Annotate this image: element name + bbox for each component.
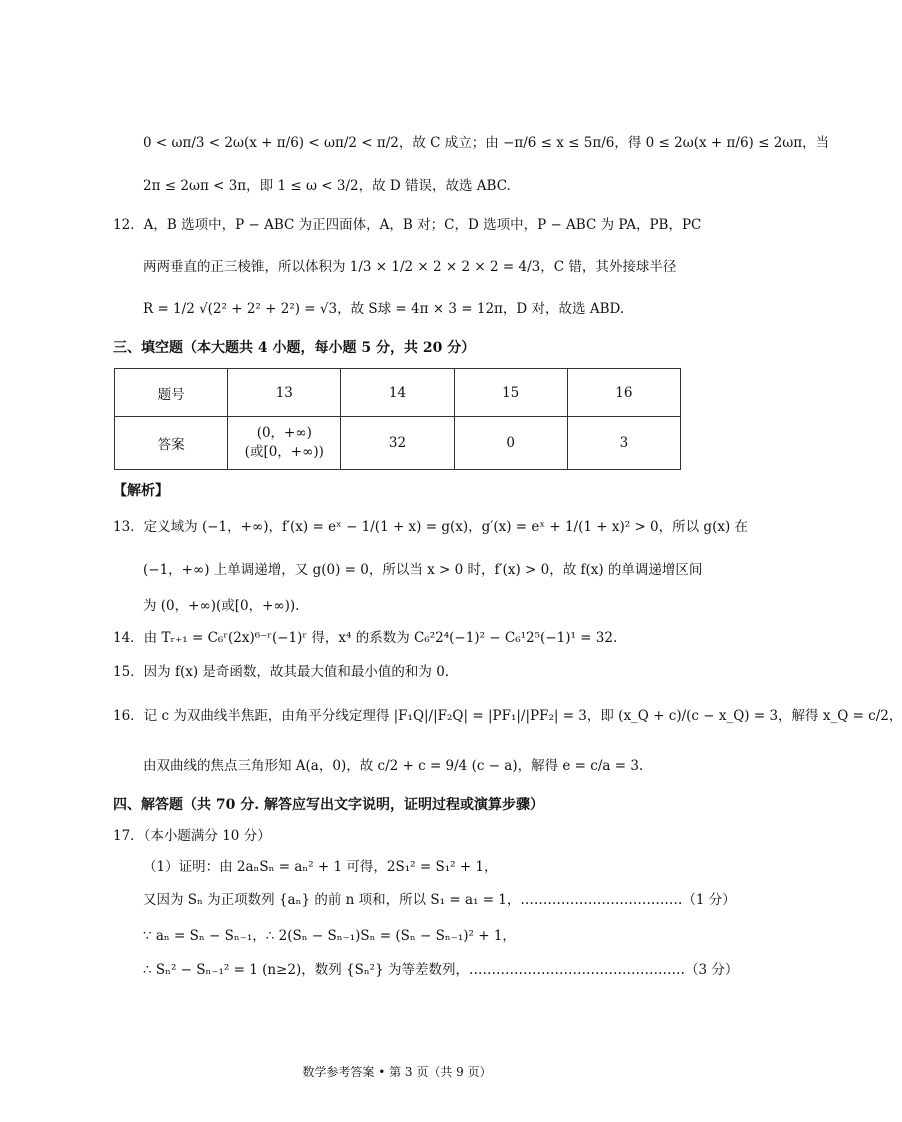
table-header-cell: 14 bbox=[341, 369, 454, 417]
table-cell-answer-14: 32 bbox=[341, 417, 454, 470]
table-header-cell: 15 bbox=[454, 369, 567, 417]
section-4-title: 四、解答题（共 70 分. 解答应写出文字说明，证明过程或演算步骤） bbox=[113, 797, 544, 813]
text-line-10: 15．因为 f(x) 是奇函数，故其最大值和最小值的和为 0. bbox=[113, 664, 450, 680]
text-line-05: R = 1/2 √(2² + 2² + 2²) = √3，故 S球 = 4π × 3 = 12π，D 对，故选 ABD. bbox=[143, 301, 625, 317]
text-line-02: 2π ≤ 2ωπ < 3π，即 1 ≤ ω < 3/2，故 D 错误，故选 ABC. bbox=[143, 178, 511, 194]
answer-table-answer-row bbox=[115, 417, 681, 470]
text-line-07: (−1，+∞) 上单调递增，又 g(0) = 0，所以当 x > 0 时，f′(x) > 0，故 f(x) 的单调递增区间 bbox=[143, 562, 703, 578]
text-line-01: 0 < ωπ/3 < 2ω(x + π/6) < ωπ/2 < π/2，故 C 成立；由 −π/6 ≤ x ≤ 5π/6，得 0 ≤ 2ω(x + π/6) ≤ 2ωπ，当 bbox=[143, 135, 830, 151]
table-row-label: 答案 bbox=[115, 417, 228, 470]
table-header-cell: 题号 bbox=[115, 369, 228, 417]
text-line-13: 17．（本小题满分 10 分） bbox=[113, 828, 271, 844]
text-line-15: 又因为 Sₙ 为正项数列 {aₙ} 的前 n 项和，所以 S₁ = a₁ = 1，………………………………（1 分） bbox=[143, 892, 736, 908]
text-line-14: （1）证明：由 2aₙSₙ = aₙ² + 1 可得，2S₁² = S₁² + 1， bbox=[143, 859, 498, 875]
text-line-03: 12．A，B 选项中，P − ABC 为正四面体，A，B 对；C，D 选项中，P − ABC 为 PA，PB，PC bbox=[113, 217, 702, 233]
answer-13-line-2: (或[0，+∞)) bbox=[244, 444, 324, 460]
text-line-17: ∴ Sₙ² − Sₙ₋₁² = 1 (n≥2)，数列 {Sₙ²} 为等差数列，…………………………………………（3 分） bbox=[143, 962, 739, 978]
text-line-04: 两两垂直的正三棱锥，所以体积为 1/3 × 1/2 × 2 × 2 × 2 = 4/3，C 错，其外接球半径 bbox=[143, 259, 677, 275]
text-line-12: 由双曲线的焦点三角形知 A(a，0)，故 c/2 + c = 9/4 (c − a)，解得 e = c/a = 3. bbox=[143, 758, 644, 774]
text-line-11: 16．记 c 为双曲线半焦距，由角平分线定理得 |F₁Q|/|F₂Q| = |PF₁|/|PF₂| = 3，即 (x_Q + c)/(c − x_Q) = 3，解得 x_Q = c/2， bbox=[113, 708, 902, 724]
table-cell-answer-15: 0 bbox=[454, 417, 567, 470]
table-cell-answer-16: 3 bbox=[567, 417, 680, 470]
text-line-16: ∵ aₙ = Sₙ − Sₙ₋₁，∴ 2(Sₙ − Sₙ₋₁)Sₙ = (Sₙ − Sₙ₋₁)² + 1， bbox=[143, 928, 516, 944]
table-header-cell: 13 bbox=[228, 369, 341, 417]
answer-table bbox=[114, 368, 681, 470]
answer-13-line-1: (0，+∞) bbox=[256, 425, 312, 441]
section-3-title: 三、填空题（本大题共 4 小题，每小题 5 分，共 20 分） bbox=[113, 340, 476, 356]
answer-table-header-row bbox=[115, 369, 681, 417]
table-cell-answer-13 bbox=[228, 417, 341, 470]
page-footer: 数学参考答案 • 第 3 页（共 9 页） bbox=[302, 1065, 492, 1079]
table-header-cell: 16 bbox=[567, 369, 680, 417]
text-line-06: 13．定义域为 (−1，+∞)，f′(x) = eˣ − 1/(1 + x) = g(x)，g′(x) = eˣ + 1/(1 + x)² > 0，所以 g(x) 在 bbox=[113, 519, 749, 535]
text-line-09: 14．由 Tᵣ₊₁ = C₆ʳ(2x)⁶⁻ʳ(−1)ʳ 得，x⁴ 的系数为 C₆²2⁴(−1)² − C₆¹2⁵(−1)¹ = 32. bbox=[113, 630, 618, 646]
analysis-heading: 【解析】 bbox=[113, 483, 169, 499]
text-line-08: 为 (0，+∞)(或[0，+∞)). bbox=[143, 598, 300, 614]
